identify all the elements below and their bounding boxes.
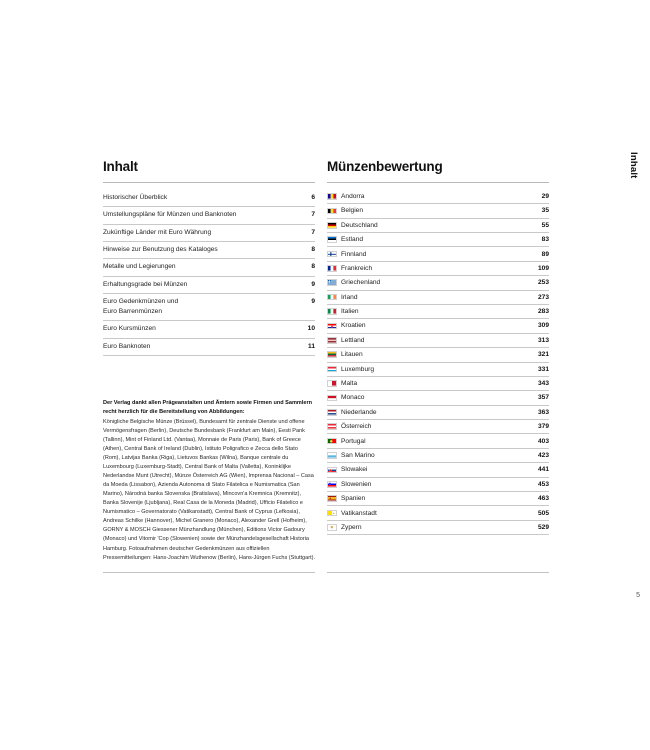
country-page: 331 [537, 365, 549, 373]
country-page: 273 [537, 293, 549, 301]
toc-item-label: Zukünftige Länder mit Euro Währung [103, 228, 212, 236]
section-title-muenzenbewertung: Münzenbewertung [327, 159, 443, 174]
section-tab-label: Inhalt [627, 152, 639, 179]
country-page: 309 [537, 322, 549, 330]
toc-item[interactable] [103, 225, 315, 242]
toc-item-label: Euro Banknoten [103, 342, 151, 350]
country-page: 453 [537, 480, 549, 488]
flag-icon-sanmarino [327, 452, 337, 459]
country-page: 379 [537, 423, 549, 431]
country-page: 343 [537, 380, 549, 388]
title-divider [327, 182, 549, 183]
country-name: Malta [341, 380, 358, 388]
country-name: Portugal [341, 437, 366, 445]
toc-item-label: Euro Gedenkmünzen und Euro Barrenmünzen [103, 297, 311, 317]
country-name: Vatikanstadt [341, 509, 377, 517]
flag-icon-litauen [327, 351, 337, 358]
country-page: 441 [537, 466, 549, 474]
country-item[interactable] [327, 262, 549, 276]
flag-icon-portugal [327, 438, 337, 445]
country-page: 423 [537, 451, 549, 459]
toc-item-page: 9 [311, 298, 315, 306]
country-item[interactable] [327, 463, 549, 477]
country-item[interactable] [327, 348, 549, 362]
country-name: Lettland [341, 336, 365, 344]
country-name: Slowakei [341, 466, 368, 474]
country-item[interactable] [327, 276, 549, 290]
country-page: 55 [541, 221, 549, 229]
country-page: 529 [537, 523, 549, 531]
country-page: 357 [537, 394, 549, 402]
flag-icon-italien [327, 308, 337, 315]
toc-item[interactable] [103, 339, 315, 356]
country-list [327, 190, 549, 535]
section-tab-inhalt [624, 152, 642, 232]
country-name: Estland [341, 236, 363, 244]
country-item[interactable] [327, 391, 549, 405]
country-name: Zypern [341, 523, 362, 531]
flag-icon-vatikanstadt [327, 510, 337, 517]
country-item[interactable] [327, 219, 549, 233]
country-page: 363 [537, 408, 549, 416]
flag-icon-andorra [327, 193, 337, 200]
toc-item-label: Metalle und Legierungen [103, 263, 176, 271]
country-name: Luxemburg [341, 365, 374, 373]
country-item[interactable] [327, 305, 549, 319]
flag-icon-zypern [327, 524, 337, 531]
country-page: 35 [541, 207, 549, 215]
flag-icon-lettland [327, 337, 337, 344]
country-item[interactable] [327, 377, 549, 391]
flag-icon-luxemburg [327, 366, 337, 373]
country-name: Spanien [341, 495, 366, 503]
table-of-contents-column [103, 160, 315, 356]
countries-bottom-divider [327, 572, 549, 573]
flag-icon-monaco [327, 395, 337, 402]
country-item[interactable] [327, 363, 549, 377]
title-divider [103, 182, 315, 183]
country-item[interactable] [327, 247, 549, 261]
country-name: Deutschland [341, 221, 378, 229]
flag-icon-niederlande [327, 409, 337, 416]
country-page: 403 [537, 437, 549, 445]
toc-item-page: 8 [311, 246, 315, 254]
toc-item[interactable] [103, 207, 315, 224]
toc-item-label: Historischer Überblick [103, 193, 168, 201]
country-item[interactable] [327, 478, 549, 492]
country-item[interactable] [327, 406, 549, 420]
country-name: Belgien [341, 207, 363, 215]
country-page: 505 [537, 509, 549, 517]
country-item[interactable] [327, 190, 549, 204]
flag-icon-griechenland [327, 279, 337, 286]
country-item[interactable] [327, 449, 549, 463]
country-item[interactable] [327, 204, 549, 218]
flag-icon-spanien [327, 495, 337, 502]
flag-icon-belgien [327, 208, 337, 215]
country-name: Irland [341, 293, 358, 301]
country-page: 83 [541, 236, 549, 244]
country-name: Kroatien [341, 322, 366, 330]
country-name: Litauen [341, 351, 363, 359]
toc-item-page: 9 [311, 280, 315, 288]
country-item[interactable] [327, 434, 549, 448]
country-page: 253 [537, 279, 549, 287]
toc-item-label: Umstellungspläne für Münzen und Banknoten [103, 211, 237, 219]
country-page: 463 [537, 495, 549, 503]
page-number: 5 [636, 592, 640, 599]
flag-icon-oesterreich [327, 423, 337, 430]
country-page: 313 [537, 336, 549, 344]
toc-item-page: 8 [311, 263, 315, 271]
toc-item-label-line2: Euro Barrenmünzen [103, 308, 163, 316]
page-title: Inhalt [103, 159, 138, 174]
flag-icon-deutschland [327, 222, 337, 229]
country-name: Italien [341, 308, 359, 316]
country-name: Andorra [341, 192, 365, 200]
country-name: Niederlande [341, 408, 377, 416]
toc-list [103, 190, 315, 356]
country-item[interactable] [327, 233, 549, 247]
country-item[interactable] [327, 506, 549, 520]
toc-item[interactable] [103, 277, 315, 294]
toc-item-label: Hinweise zur Benutzung des Kataloges [103, 246, 218, 254]
toc-item-label: Euro Kursmünzen [103, 325, 156, 333]
credits-body: Königliche Belgische Münze (Brüssel), Bundesamt für zentrale Dienste und offene Vermögensfragen (Berlin), Deutsche Bundesbank (Frankfurt am Main), Eesti Pank (Tallinn), Mint of Finland Ltd. (Vantaa), Monnaie de Paris (Paris), Bank of Greece (Athen), Central Bank of Ireland (Dublin), Istituto Poligrafico e Zecca dello Stato (Rom), Latvijas Banka (Riga), Lietuvos Bankas (Wilna), Banque centrale du Luxembourg (Luxemburg-Stadt), Central Bank of Malta (Valletta), Koninklijke Nederlandse Munt (Utrecht), Münze Österreich AG (Wien), Imprensa Nacional – Casa da Moeda (Lissabon), Azienda Autonoma di Stato Filatelica e Numismatica (San Marino), Národná banka Slovenska (Bratislava), Mincovn'a Kremnica (Kremnitz), Banka Slovenije (Ljubljana), Real Casa de la Moneda (Madrid), Ufficio Filatelico e Numismatico – Governatorato (Vatikanstadt), Central Bank of Cyprus (Lefkosia), Andreas Schilke (Hannover), Michel Granero (Monaco), Alexander Grell (Hofheim), GORNY & MOSCH Giessener Münzhandlung (München), Editions Victor Gadoury (Monaco) und Vitomir 'Cop (Slowenien) sowie der Münzhandelsgesellschaft Historia Hamburg. Fotoaufnahmen deutscher Gedenkmünzen aus offiziellen Pressemitteilungen: Hans-Joachim Wuthenow (Berlin), Hans-Jürgen Fuchs (Stuttgart). [103, 419, 315, 561]
credits-bottom-divider [103, 572, 315, 573]
country-item[interactable] [327, 521, 549, 535]
flag-icon-slowenien [327, 481, 337, 488]
toc-item-label: Erhaltungsgrade bei Münzen [103, 280, 188, 288]
country-name: Finnland [341, 250, 367, 258]
coin-valuation-column [327, 160, 549, 535]
country-item[interactable] [327, 334, 549, 348]
country-page: 89 [541, 250, 549, 258]
toc-item-page: 7 [311, 211, 315, 219]
flag-icon-slowakei [327, 467, 337, 474]
toc-item-page: 7 [311, 228, 315, 236]
country-page: 283 [537, 308, 549, 316]
toc-item[interactable] [103, 242, 315, 259]
flag-icon-irland [327, 294, 337, 301]
credits-heading: Der Verlag dankt allen Prägeanstalten und Ämtern sowie Firmen und Sammlern recht herzlich für die Bereitstellung von Abbildungen: [103, 400, 312, 416]
flag-icon-finnland [327, 251, 337, 258]
flag-icon-frankreich [327, 265, 337, 272]
flag-icon-kroatien [327, 323, 337, 330]
country-name: Monaco [341, 394, 365, 402]
toc-item[interactable] [103, 259, 315, 276]
flag-icon-estland [327, 236, 337, 243]
toc-item[interactable] [103, 321, 315, 338]
country-name: Slowenien [341, 480, 372, 488]
toc-item-page: 10 [307, 325, 315, 333]
toc-item[interactable] [103, 294, 315, 321]
credits-paragraph [103, 399, 315, 563]
flag-icon-malta [327, 380, 337, 387]
toc-item[interactable] [103, 190, 315, 207]
country-name: San Marino [341, 451, 375, 459]
country-page: 321 [537, 351, 549, 359]
country-page: 109 [537, 264, 549, 272]
country-name: Frankreich [341, 264, 373, 272]
country-name: Griechenland [341, 279, 381, 287]
toc-item-page: 11 [308, 342, 315, 350]
country-name: Österreich [341, 423, 372, 431]
country-page: 29 [541, 192, 549, 200]
toc-item-page: 6 [311, 193, 315, 201]
country-item[interactable] [327, 492, 549, 506]
country-item[interactable] [327, 420, 549, 434]
country-item[interactable] [327, 291, 549, 305]
country-item[interactable] [327, 319, 549, 333]
